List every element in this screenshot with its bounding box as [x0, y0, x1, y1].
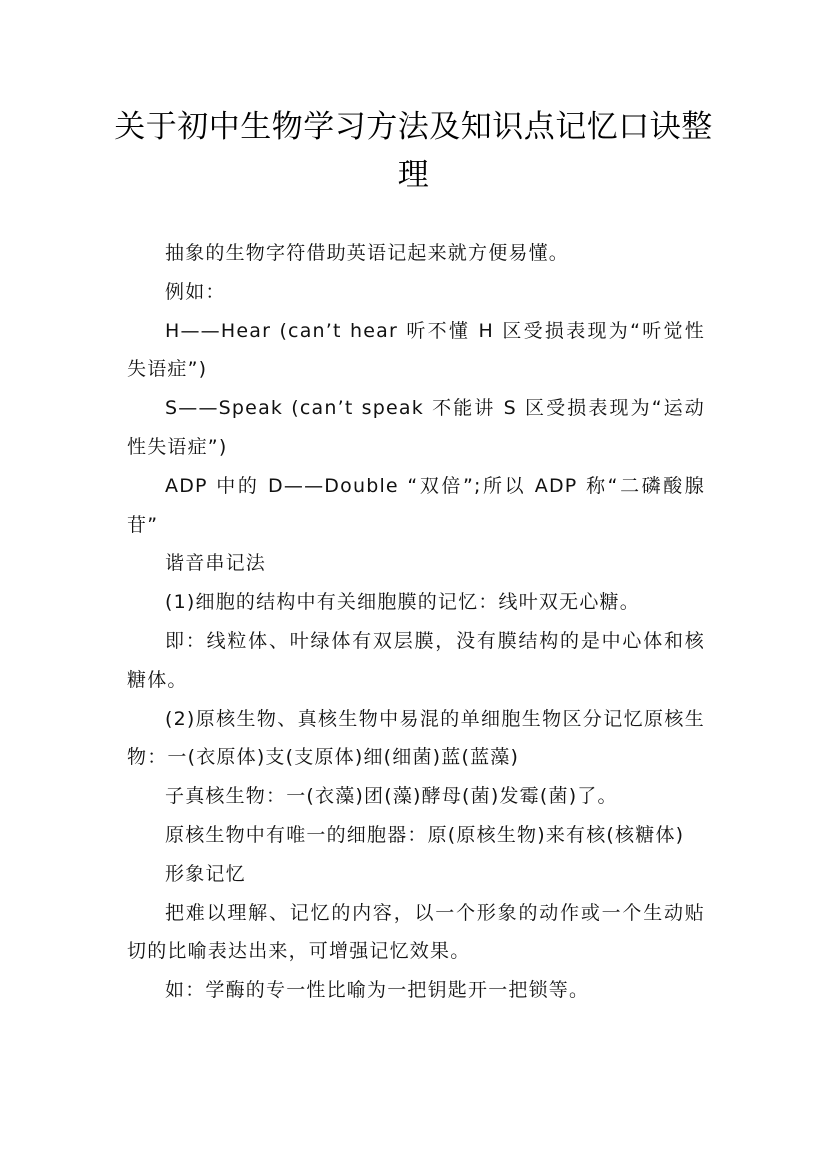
paragraph: 原核生物中有唯一的细胞器：原(原核生物)来有核(核糖体) [165, 823, 685, 846]
paragraph: 如：学酶的专一性比喻为一把钥匙开一把锁等。 [165, 979, 590, 1002]
document-title: 关于初中生物学习方法及知识点记忆口诀整理 [114, 109, 713, 193]
document-body [127, 234, 705, 1010]
paragraph: (2)原核生物、真核生物中易混的单细胞生物区分记忆原核生物：一(衣原体)支(支原体)细(细菌)蓝(蓝藻) [127, 707, 705, 769]
paragraph: 抽象的生物字符借助英语记起来就方便易懂。 [165, 242, 570, 264]
paragraph: ADP 中的 D——Double “双倍”;所以 ADP 称“二磷酸腺苷” [127, 474, 705, 536]
section-heading: 谐音串记法 [165, 552, 267, 575]
paragraph: 即：线粒体、叶绿体有双层膜，没有膜结构的是中心体和核糖体。 [127, 629, 705, 691]
paragraph: (1)细胞的结构中有关细胞膜的记忆：线叶双无心糖。 [165, 591, 640, 614]
paragraph: S——Speak (can’t speak 不能讲 S 区受损表现为“运动性失语症”) [127, 397, 705, 458]
paragraph: 把难以理解、记忆的内容，以一个形象的动作或一个生动贴切的比喻表达出来，可增强记忆效果。 [127, 901, 705, 963]
paragraph: 例如： [165, 280, 226, 303]
paragraph: H——Hear (can’t hear 听不懂 H 区受损表现为“听觉性失语症”) [127, 319, 705, 381]
paragraph: 子真核生物：一(衣藻)团(藻)酵母(菌)发霉(菌)了。 [165, 785, 618, 808]
section-heading: 形象记忆 [165, 862, 246, 885]
